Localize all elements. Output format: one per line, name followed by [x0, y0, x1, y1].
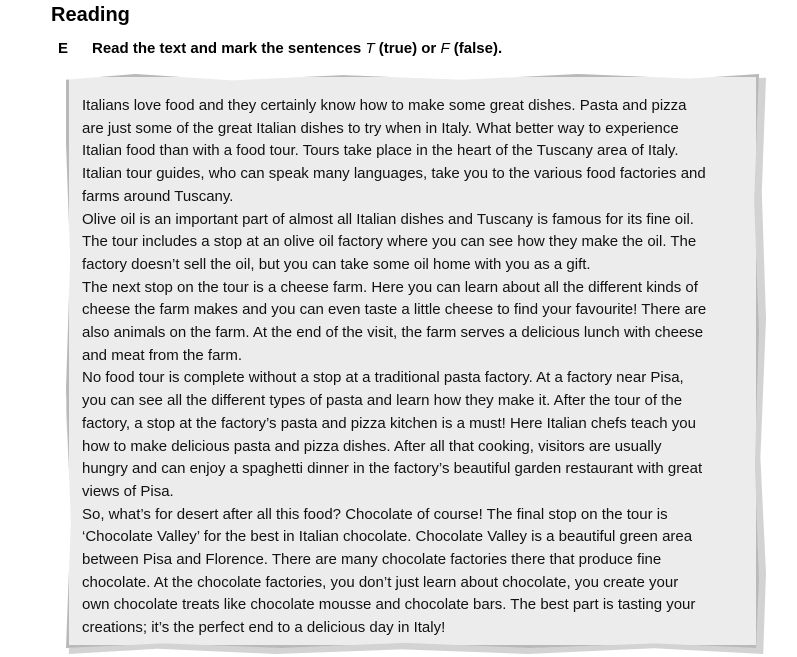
true-letter: T — [365, 40, 375, 57]
text-line: Italian tour guides, who can speak many languages, take you to the various food factories and — [82, 165, 706, 183]
text-line: you can see all the different types of pasta and learn how they make it. After the tour of the — [82, 392, 683, 410]
text-line: The tour includes a stop at an olive oil factory where you can see how they make the oil. The — [82, 233, 697, 251]
text-line: Olive oil is an important part of almost all Italian dishes and Tuscany is famous for its fine oil. — [82, 210, 694, 228]
text-line: farms around Tuscany. — [82, 187, 234, 205]
text-line: ‘Chocolate Valley’ for the best in Italian chocolate. Chocolate Valley is a beautiful green area — [82, 528, 693, 546]
false-letter: F — [440, 40, 450, 57]
text-line: The next stop on the tour is a cheese farm. Here you can learn about all the different kinds of — [82, 278, 698, 296]
text-line: views of Pisa. — [82, 482, 174, 500]
true-word: (true) or — [374, 40, 441, 57]
text-line: also animals on the farm. At the end of the visit, the farm serves a delicious lunch with cheese — [82, 324, 704, 342]
instruction-text: Read the text and mark the sentences — [92, 40, 366, 57]
text-line: own chocolate treats like chocolate mousse and chocolate bars. The best part is tasting your — [82, 596, 696, 614]
text-line: Italians love food and they certainly know how to make some great dishes. Pasta and pizza — [82, 97, 687, 114]
exercise-letter: E — [58, 40, 69, 57]
text-line: So, what’s for desert after all this food? Chocolate of course! The final stop on the tour is — [82, 505, 668, 523]
text-line: creations; it’s the perfect end to a delicious day in Italy! — [82, 619, 446, 637]
text-line: No food tour is complete without a stop at a traditional pasta factory. At a factory near Pisa, — [82, 369, 684, 387]
exercise-instruction — [58, 39, 502, 59]
text-line: cheese the farm makes and you can even taste a little cheese to find your favourite! There are — [82, 301, 707, 319]
text-line: Italian food than with a food tour. Tours take place in the heart of the Tuscany area of Italy. — [82, 142, 679, 160]
text-line: between Pisa and Florence. There are many chocolate factories there that produce fine — [82, 551, 662, 569]
section-title: Reading — [51, 4, 130, 26]
text-line: and meat from the farm. — [82, 346, 243, 364]
reading-text — [82, 95, 746, 640]
text-line: how to make delicious pasta and pizza dishes. After all that cooking, visitors are usually — [82, 437, 662, 455]
text-line: factory, a stop at the factory’s pasta and pizza kitchen is a must! Here Italian chefs teach you — [82, 414, 696, 432]
text-line: hungry and can enjoy a spaghetti dinner in the factory’s beautiful garden restaurant with great — [82, 460, 703, 478]
text-line: chocolate. At the chocolate factories, you don’t just learn about chocolate, you create your — [82, 573, 679, 591]
false-word: (false). — [449, 40, 503, 57]
text-line: factory doesn’t sell the oil, but you can take some oil home with you as a gift. — [82, 255, 591, 273]
text-line: are just some of the great Italian dishes to try when in Italy. What better way to experience — [82, 119, 679, 137]
